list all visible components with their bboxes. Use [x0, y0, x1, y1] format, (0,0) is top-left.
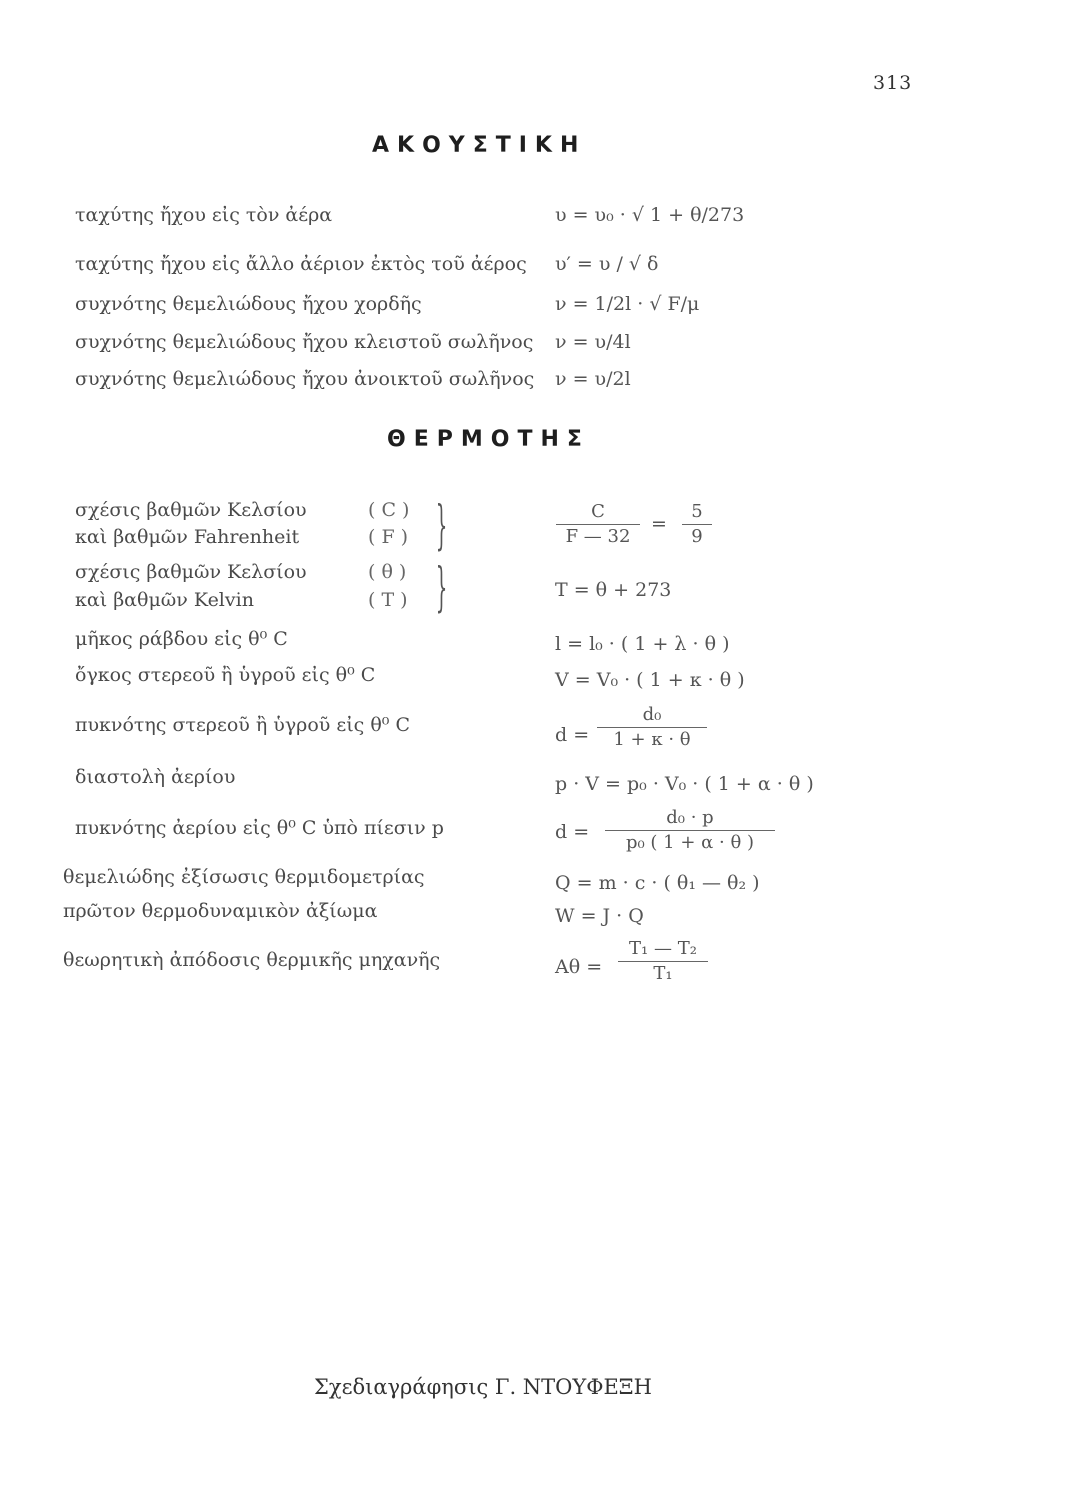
acoustics-row: [0, 368, 1066, 402]
fraction-numerator: C: [591, 501, 605, 522]
acoustics-row-desc: συχνότης θεμελιώδους ἤχου κλειστοῦ σωλῆνος: [75, 331, 534, 353]
kelvin-symbol: ( T ): [368, 589, 408, 611]
efficiency-desc: θεωρητικὴ ἀπόδοσις θερμικῆς μηχανῆς: [63, 949, 441, 971]
acoustics-row-formula: ν = υ/2l: [555, 368, 631, 390]
volume-desc: ὄγκος στερεοῦ ἢ ὑγροῦ εἰς θ⁰ C: [75, 664, 376, 686]
fraction-numerator: 5: [691, 501, 703, 522]
acoustics-row: [0, 204, 1066, 238]
acoustics-title: ΑΚΟΥΣΤΙΚΗ: [372, 133, 587, 158]
fraction-denominator: F — 32: [565, 526, 631, 547]
celsius-fahrenheit-fraction-left: [556, 500, 640, 549]
gas-expansion-desc: διαστολὴ ἀερίου: [75, 766, 236, 788]
gas-expansion-formula: p · V = p₀ · V₀ · ( 1 + α · θ ): [555, 773, 814, 795]
celsius-fahrenheit-line2: καὶ βαθμῶν Fahrenheit: [75, 526, 300, 548]
celsius-kelvin-line1: σχέσις βαθμῶν Κελσίου: [75, 561, 307, 583]
acoustics-row-desc: ταχύτης ἤχου εἰς ἄλλο ἀέριον ἐκτὸς τοῦ ἀέρος: [75, 253, 527, 275]
first-law-formula: W = J · Q: [555, 905, 644, 927]
volume-formula: V = V₀ · ( 1 + κ · θ ): [555, 669, 745, 691]
footer-credit: Σχεδιαγράφησις Γ. ΝΤΟΥΦΕΞΗ: [314, 1375, 652, 1399]
acoustics-row: [0, 253, 1066, 287]
acoustics-row-formula: υ = υ₀ · √ 1 + θ/273: [555, 204, 745, 226]
fahrenheit-symbol: ( F ): [368, 526, 409, 548]
equals-sign: =: [651, 513, 667, 535]
brace-right: }: [435, 496, 448, 556]
fraction-numerator: d₀ · p: [666, 807, 714, 828]
acoustics-row-formula: ν = υ/4l: [555, 331, 631, 353]
rod-length-desc: μῆκος ράβδου εἰς θ⁰ C: [75, 628, 288, 650]
page-number: 313: [873, 72, 913, 94]
acoustics-row-formula: υ′ = υ / √ δ: [555, 253, 659, 275]
fraction-denominator: 9: [691, 526, 703, 547]
calorimetry-formula: Q = m · c · ( θ₁ — θ₂ ): [555, 872, 760, 894]
density-solid-fraction: [597, 703, 707, 752]
efficiency-fraction: [618, 937, 708, 986]
acoustics-row: [0, 293, 1066, 327]
celsius-kelvin-formula: T = θ + 273: [555, 579, 672, 601]
density-solid-desc: πυκνότης στερεοῦ ἢ ὑγροῦ εἰς θ⁰ C: [75, 714, 410, 736]
density-gas-lhs: d =: [555, 821, 590, 843]
heat-title: ΘΕΡΜΟΤΗΣ: [387, 427, 590, 452]
first-law-desc: πρῶτον θερμοδυναμικὸν ἀξίωμα: [63, 900, 378, 922]
rod-length-formula: l = l₀ · ( 1 + λ · θ ): [555, 633, 730, 655]
fraction-numerator: d₀: [642, 704, 662, 725]
fraction-denominator: p₀ ( 1 + α · θ ): [625, 832, 755, 853]
density-solid-lhs: d =: [555, 724, 590, 746]
acoustics-row-desc: ταχύτης ἤχου εἰς τὸν ἀέρα: [75, 204, 333, 226]
acoustics-row-formula: ν = 1/2l · √ F/μ: [555, 293, 700, 315]
calorimetry-desc: θεμελιώδης ἐξίσωσις θερμιδομετρίας: [63, 866, 425, 888]
brace-right: }: [435, 558, 448, 618]
acoustics-row-desc: συχνότης θεμελιώδους ἤχου ἀνοικτοῦ σωλῆνος: [75, 368, 535, 390]
efficiency-lhs: Aθ =: [555, 956, 603, 978]
acoustics-row-desc: συχνότης θεμελιώδους ἤχου χορδῆς: [75, 293, 422, 315]
density-gas-desc: πυκνότης ἀερίου εἰς θ⁰ C ὑπὸ πίεσιν p: [75, 817, 444, 839]
fraction-numerator: T₁ — T₂: [629, 938, 697, 959]
theta-symbol: ( θ ): [368, 561, 407, 583]
fraction-denominator: 1 + κ · θ: [613, 729, 691, 750]
celsius-fahrenheit-line1: σχέσις βαθμῶν Κελσίου: [75, 499, 307, 521]
celsius-kelvin-line2: καὶ βαθμῶν Kelvin: [75, 589, 254, 611]
fraction-denominator: T₁: [653, 963, 673, 984]
acoustics-row: [0, 331, 1066, 365]
density-gas-fraction: [605, 806, 775, 855]
celsius-fahrenheit-fraction-right: [682, 500, 712, 549]
celsius-symbol: ( C ): [368, 499, 410, 521]
